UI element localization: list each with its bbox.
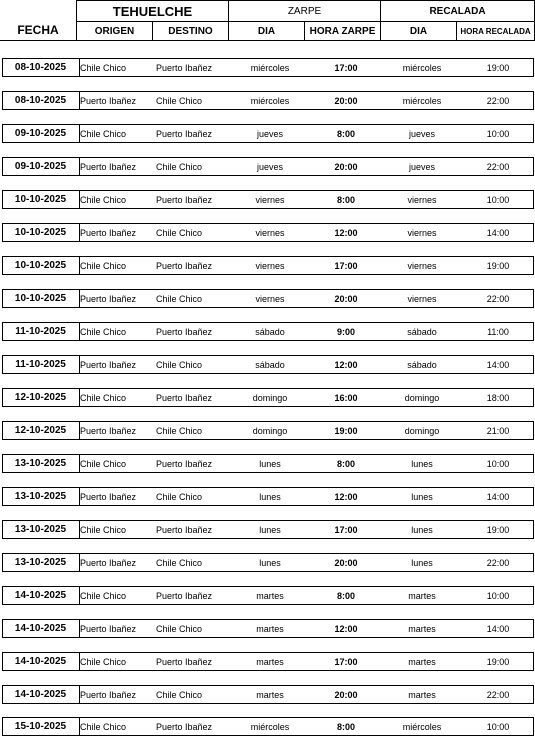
hora-recalada-cell: 10:00 bbox=[486, 458, 510, 469]
fecha-cell: 09-10-2025 bbox=[14, 161, 67, 172]
table-row bbox=[2, 454, 534, 473]
dia-zarpe-cell: miércoles bbox=[250, 62, 290, 73]
destino-cell: Chile Chico bbox=[156, 689, 203, 700]
dia-zarpe-cell: miércoles bbox=[250, 721, 290, 732]
dia-zarpe-cell: martes bbox=[256, 656, 284, 667]
dia-recalada-cell: jueves bbox=[408, 161, 435, 172]
hora-recalada-cell: 19:00 bbox=[486, 524, 510, 535]
hora-recalada-cell: 14:00 bbox=[486, 623, 510, 634]
hora-recalada-header: HORA RECALADA bbox=[460, 26, 531, 36]
table-row bbox=[2, 421, 534, 440]
dia-zarpe-cell: sábado bbox=[255, 326, 285, 337]
fecha-cell: 14-10-2025 bbox=[14, 689, 67, 700]
dia-recalada-cell: sábado bbox=[407, 326, 437, 337]
origen-cell: Puerto Ibañez bbox=[80, 689, 137, 700]
fecha-cell: 12-10-2025 bbox=[14, 392, 67, 403]
origen-cell: Chile Chico bbox=[80, 260, 127, 271]
dia-recalada-cell: domingo bbox=[404, 392, 440, 403]
origen-cell: Puerto Ibañez bbox=[80, 293, 137, 304]
fecha-cell: 11-10-2025 bbox=[15, 359, 66, 370]
origen-cell: Chile Chico bbox=[80, 326, 127, 337]
dia-recalada-cell: lunes bbox=[411, 557, 433, 568]
origen-cell: Chile Chico bbox=[80, 656, 127, 667]
origen-cell: Chile Chico bbox=[80, 128, 127, 139]
hora-recalada-cell: 22:00 bbox=[486, 557, 510, 568]
fecha-cell: 09-10-2025 bbox=[14, 128, 67, 139]
destino-cell: Puerto Ibañez bbox=[156, 62, 213, 73]
dia-zarpe-cell: miércoles bbox=[250, 95, 290, 106]
hora-zarpe-cell: 17:00 bbox=[334, 656, 358, 667]
hora-zarpe-cell: 19:00 bbox=[334, 425, 358, 436]
destino-cell: Chile Chico bbox=[156, 623, 203, 634]
table-row bbox=[2, 58, 534, 77]
dia-zarpe-cell: lunes bbox=[259, 491, 281, 502]
fecha-cell: 12-10-2025 bbox=[14, 425, 67, 436]
dia-zarpe-cell: domingo bbox=[252, 392, 288, 403]
table-row bbox=[2, 619, 534, 638]
hora-zarpe-cell: 12:00 bbox=[334, 359, 358, 370]
dia-recalada-cell: martes bbox=[408, 590, 436, 601]
dia-zarpe-cell: jueves bbox=[256, 161, 283, 172]
hora-recalada-cell: 18:00 bbox=[486, 392, 510, 403]
destino-cell: Puerto Ibañez bbox=[156, 524, 213, 535]
table-row bbox=[2, 289, 534, 308]
dia-recalada-cell: jueves bbox=[408, 128, 435, 139]
dia-recalada-cell: lunes bbox=[411, 491, 433, 502]
dia-recalada-cell: martes bbox=[408, 656, 436, 667]
table-row bbox=[2, 223, 534, 242]
fecha-cell: 10-10-2025 bbox=[14, 227, 67, 238]
fecha-cell: 10-10-2025 bbox=[14, 260, 67, 271]
hora-recalada-cell: 21:00 bbox=[486, 425, 510, 436]
table-row bbox=[2, 91, 534, 110]
origen-cell: Puerto Ibañez bbox=[80, 557, 137, 568]
vessel-name: TEHUELCHE bbox=[112, 3, 193, 19]
destino-cell: Puerto Ibañez bbox=[156, 656, 213, 667]
dia-zarpe-cell: viernes bbox=[255, 260, 285, 271]
fecha-cell: 14-10-2025 bbox=[14, 656, 67, 667]
hora-zarpe-cell: 20:00 bbox=[334, 95, 358, 106]
table-row bbox=[2, 586, 534, 605]
fecha-header: FECHA bbox=[17, 23, 59, 37]
dia-recalada-header: DIA bbox=[409, 25, 428, 37]
dia-recalada-cell: martes bbox=[408, 689, 436, 700]
hora-recalada-cell: 10:00 bbox=[486, 194, 510, 205]
hora-recalada-cell: 22:00 bbox=[486, 689, 510, 700]
fecha-cell: 13-10-2025 bbox=[14, 458, 67, 469]
origen-cell: Puerto Ibañez bbox=[80, 491, 137, 502]
dia-recalada-cell: miércoles bbox=[402, 62, 442, 73]
destino-cell: Chile Chico bbox=[156, 491, 203, 502]
hora-zarpe-cell: 12:00 bbox=[334, 623, 358, 634]
origen-cell: Puerto Ibañez bbox=[80, 161, 137, 172]
header-bottom-border bbox=[0, 40, 535, 41]
hora-recalada-cell: 19:00 bbox=[486, 656, 510, 667]
fecha-cell: 08-10-2025 bbox=[14, 95, 67, 106]
hora-zarpe-cell: 8:00 bbox=[336, 590, 355, 601]
dia-recalada-cell: viernes bbox=[407, 293, 437, 304]
hora-recalada-cell: 10:00 bbox=[486, 721, 510, 732]
hora-zarpe-cell: 17:00 bbox=[334, 260, 358, 271]
fecha-cell: 13-10-2025 bbox=[14, 491, 67, 502]
destino-cell: Puerto Ibañez bbox=[156, 326, 213, 337]
destino-cell: Puerto Ibañez bbox=[156, 128, 213, 139]
dia-recalada-cell: lunes bbox=[411, 458, 433, 469]
fecha-cell: 11-10-2025 bbox=[15, 326, 66, 337]
origen-cell: Puerto Ibañez bbox=[80, 425, 137, 436]
hora-recalada-cell: 22:00 bbox=[486, 161, 510, 172]
dia-recalada-cell: viernes bbox=[407, 260, 437, 271]
dia-recalada-cell: viernes bbox=[407, 227, 437, 238]
origen-cell: Chile Chico bbox=[80, 194, 127, 205]
origen-cell: Chile Chico bbox=[80, 458, 127, 469]
hora-zarpe-cell: 8:00 bbox=[336, 721, 355, 732]
destino-header: DESTINO bbox=[168, 25, 213, 37]
dia-zarpe-cell: lunes bbox=[259, 458, 281, 469]
hora-zarpe-cell: 8:00 bbox=[336, 458, 355, 469]
origen-cell: Puerto Ibañez bbox=[80, 623, 137, 634]
dia-zarpe-cell: jueves bbox=[256, 128, 283, 139]
table-row bbox=[2, 685, 534, 704]
zarpe-header: ZARPE bbox=[287, 5, 322, 17]
destino-cell: Puerto Ibañez bbox=[156, 392, 213, 403]
hora-zarpe-cell: 12:00 bbox=[334, 227, 358, 238]
table-row bbox=[2, 520, 534, 539]
table-row bbox=[2, 322, 534, 341]
destino-cell: Chile Chico bbox=[156, 425, 203, 436]
table-row bbox=[2, 256, 534, 275]
origen-cell: Chile Chico bbox=[80, 62, 127, 73]
fecha-cell: 13-10-2025 bbox=[14, 524, 67, 535]
table-row bbox=[2, 487, 534, 506]
dia-recalada-cell: viernes bbox=[407, 194, 437, 205]
hora-recalada-cell: 14:00 bbox=[486, 491, 510, 502]
fecha-cell: 13-10-2025 bbox=[14, 557, 67, 568]
destino-cell: Chile Chico bbox=[156, 359, 203, 370]
table-row bbox=[2, 355, 534, 374]
table-row bbox=[2, 124, 534, 143]
hora-zarpe-cell: 12:00 bbox=[334, 491, 358, 502]
table-row bbox=[2, 157, 534, 176]
table-row bbox=[2, 717, 534, 736]
dia-recalada-cell: lunes bbox=[411, 524, 433, 535]
hora-recalada-cell: 10:00 bbox=[486, 128, 510, 139]
origen-cell: Chile Chico bbox=[80, 590, 127, 601]
hora-zarpe-cell: 8:00 bbox=[336, 128, 355, 139]
hora-recalada-cell: 10:00 bbox=[486, 590, 510, 601]
hora-zarpe-cell: 20:00 bbox=[334, 689, 358, 700]
hora-zarpe-cell: 20:00 bbox=[334, 557, 358, 568]
destino-cell: Puerto Ibañez bbox=[156, 260, 213, 271]
destino-cell: Puerto Ibañez bbox=[156, 721, 213, 732]
hora-recalada-cell: 22:00 bbox=[486, 95, 510, 106]
dia-zarpe-cell: viernes bbox=[255, 227, 285, 238]
dia-recalada-cell: domingo bbox=[404, 425, 440, 436]
dia-zarpe-header: DIA bbox=[257, 25, 276, 37]
destino-cell: Chile Chico bbox=[156, 293, 203, 304]
origen-cell: Puerto Ibañez bbox=[80, 95, 137, 106]
origen-cell: Chile Chico bbox=[80, 721, 127, 732]
destino-cell: Puerto Ibañez bbox=[156, 458, 213, 469]
hora-zarpe-cell: 20:00 bbox=[334, 293, 358, 304]
dia-recalada-cell: sábado bbox=[407, 359, 437, 370]
table-row bbox=[2, 190, 534, 209]
destino-cell: Puerto Ibañez bbox=[156, 194, 213, 205]
dia-zarpe-cell: martes bbox=[256, 689, 284, 700]
destino-cell: Chile Chico bbox=[156, 227, 203, 238]
dia-recalada-cell: martes bbox=[408, 623, 436, 634]
fecha-cell: 14-10-2025 bbox=[14, 623, 67, 634]
dia-zarpe-cell: viernes bbox=[255, 293, 285, 304]
fecha-cell: 10-10-2025 bbox=[14, 293, 67, 304]
fecha-cell: 14-10-2025 bbox=[14, 590, 67, 601]
origen-cell: Chile Chico bbox=[80, 524, 127, 535]
destino-cell: Chile Chico bbox=[156, 161, 203, 172]
origen-cell: Chile Chico bbox=[80, 392, 127, 403]
dia-zarpe-cell: martes bbox=[256, 623, 284, 634]
dia-zarpe-cell: sábado bbox=[255, 359, 285, 370]
hora-zarpe-header: HORA ZARPE bbox=[309, 25, 376, 37]
hora-recalada-cell: 22:00 bbox=[486, 293, 510, 304]
dia-zarpe-cell: martes bbox=[256, 590, 284, 601]
dia-zarpe-cell: domingo bbox=[252, 425, 288, 436]
hora-recalada-cell: 14:00 bbox=[486, 227, 510, 238]
recalada-header: RECALADA bbox=[429, 5, 486, 17]
dia-zarpe-cell: lunes bbox=[259, 557, 281, 568]
origen-cell: Puerto Ibañez bbox=[80, 227, 137, 238]
hora-recalada-cell: 11:00 bbox=[487, 326, 509, 337]
hora-zarpe-cell: 16:00 bbox=[334, 392, 358, 403]
origen-header: ORIGEN bbox=[94, 25, 135, 37]
hora-zarpe-cell: 17:00 bbox=[334, 62, 358, 73]
origen-cell: Puerto Ibañez bbox=[80, 359, 137, 370]
hora-zarpe-cell: 9:00 bbox=[336, 326, 355, 337]
fecha-cell: 08-10-2025 bbox=[14, 62, 67, 73]
dia-recalada-cell: miércoles bbox=[402, 721, 442, 732]
dia-recalada-cell: miércoles bbox=[402, 95, 442, 106]
hora-zarpe-cell: 20:00 bbox=[334, 161, 358, 172]
table-row bbox=[2, 652, 534, 671]
hora-recalada-cell: 19:00 bbox=[486, 260, 510, 271]
destino-cell: Chile Chico bbox=[156, 95, 203, 106]
fecha-cell: 15-10-2025 bbox=[14, 721, 67, 732]
table-row bbox=[2, 388, 534, 407]
hora-zarpe-cell: 17:00 bbox=[334, 524, 358, 535]
hora-zarpe-cell: 8:00 bbox=[336, 194, 355, 205]
dia-zarpe-cell: lunes bbox=[259, 524, 281, 535]
fecha-cell: 10-10-2025 bbox=[14, 194, 67, 205]
hora-recalada-cell: 19:00 bbox=[486, 62, 510, 73]
destino-cell: Chile Chico bbox=[156, 557, 203, 568]
dia-zarpe-cell: viernes bbox=[255, 194, 285, 205]
hora-recalada-cell: 14:00 bbox=[486, 359, 510, 370]
table-row bbox=[2, 553, 534, 572]
destino-cell: Puerto Ibañez bbox=[156, 590, 213, 601]
